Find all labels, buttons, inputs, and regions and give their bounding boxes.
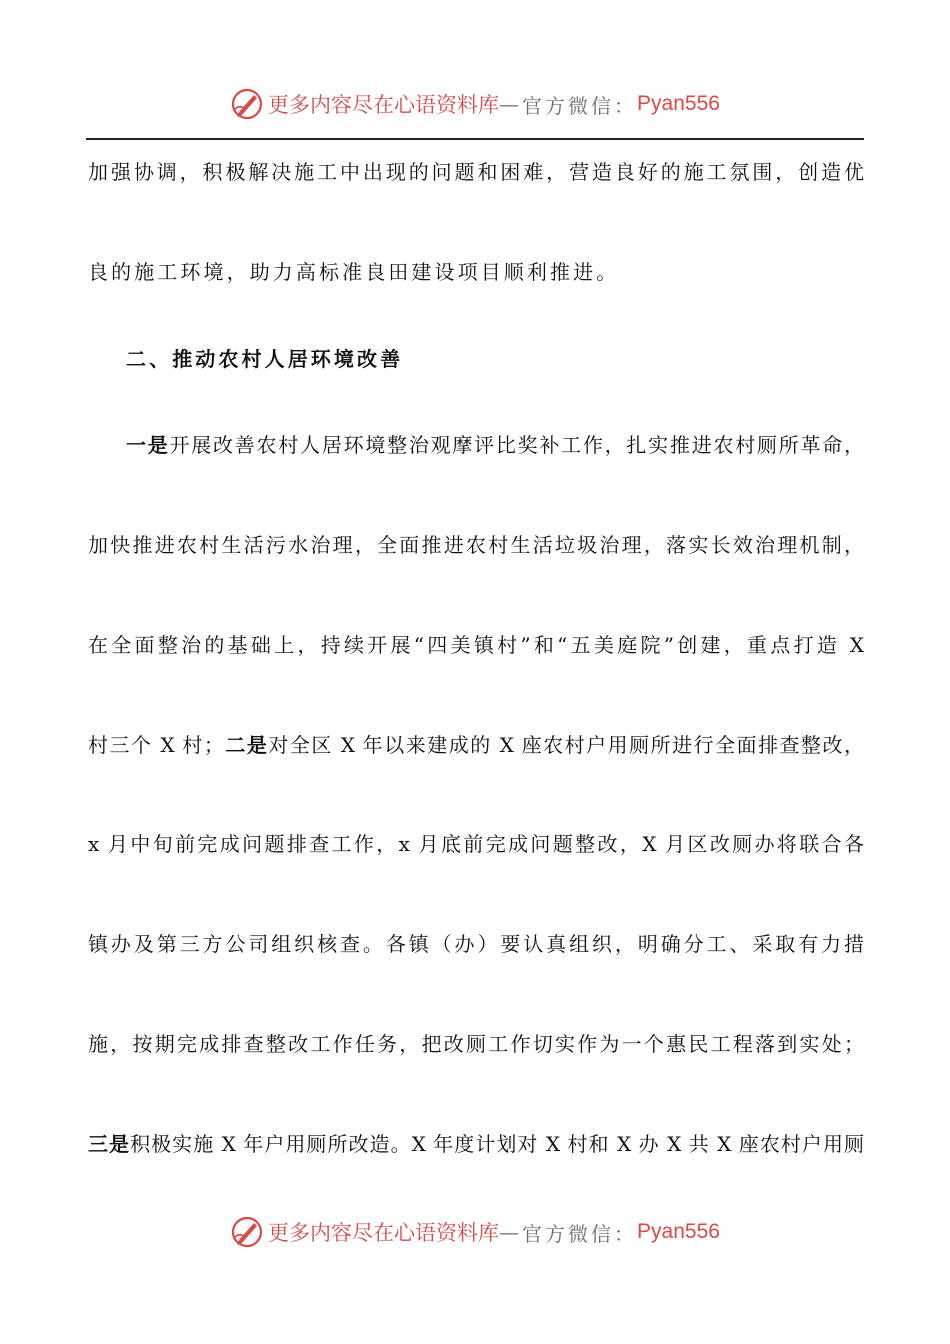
body-line: 一是开展改善农村人居环境整治观摩评比奖补工作，扎实推进农村厕所革命， [126, 433, 864, 457]
pen-logo-icon [230, 87, 264, 121]
watermark-dash: — [499, 1220, 523, 1244]
section-heading: 二、推动农村人居环境改善 [126, 347, 404, 371]
watermark-brand: 更多内容尽在心语资料库 [268, 93, 500, 117]
body-line: 加强协调，积极解决施工中出现的问题和困难，营造良好的施工氛围，创造优 [88, 160, 864, 184]
body-line: 三是积极实施 X 年户用厕所改造。X 年度计划对 X 村和 X 办 X 共 X 座农村户用厕 [88, 1132, 864, 1156]
body-line: 在全面整治的基础上，持续开展“四美镇村”和“五美庭院”创建，重点打造 X [88, 633, 864, 657]
ordinal-third: 三是 [88, 1132, 131, 1156]
ordinal-second: 二是 [223, 733, 269, 757]
header-divider [86, 138, 864, 140]
watermark-wechat-id: Pyan556 [637, 92, 720, 115]
body-line: 良的施工环境，助力高标准良田建设项目顺利推进。 [88, 260, 620, 284]
watermark-dash: — [499, 92, 523, 116]
body-line: x 月中旬前完成问题排查工作，x 月底前完成问题整改，X 月区改厕办将联合各 [88, 832, 864, 856]
watermark-header [0, 82, 950, 126]
body-line: 加快推进农村生活污水治理，全面推进农村生活垃圾治理，落实长效治理机制， [88, 533, 864, 557]
watermark-wechat-id: Pyan556 [637, 1220, 720, 1243]
ordinal-first: 一是 [126, 433, 170, 457]
watermark-official-label: 官方微信： [522, 1221, 638, 1246]
body-line: 施，按期完成排查整改工作任务，把改厕工作切实作为一个惠民工程落到实处； [88, 1032, 864, 1056]
watermark-official-label: 官方微信： [522, 93, 638, 118]
watermark-footer [0, 1210, 950, 1254]
watermark-brand: 更多内容尽在心语资料库 [268, 1221, 500, 1245]
body-line: 村三个 X 村；二是对全区 X 年以来建成的 X 座农村户用厕所进行全面排查整改， [88, 733, 865, 757]
body-line: 镇办及第三方公司组织核查。各镇（办）要认真组织，明确分工、采取有力措 [88, 932, 864, 956]
pen-logo-icon [230, 1215, 264, 1249]
